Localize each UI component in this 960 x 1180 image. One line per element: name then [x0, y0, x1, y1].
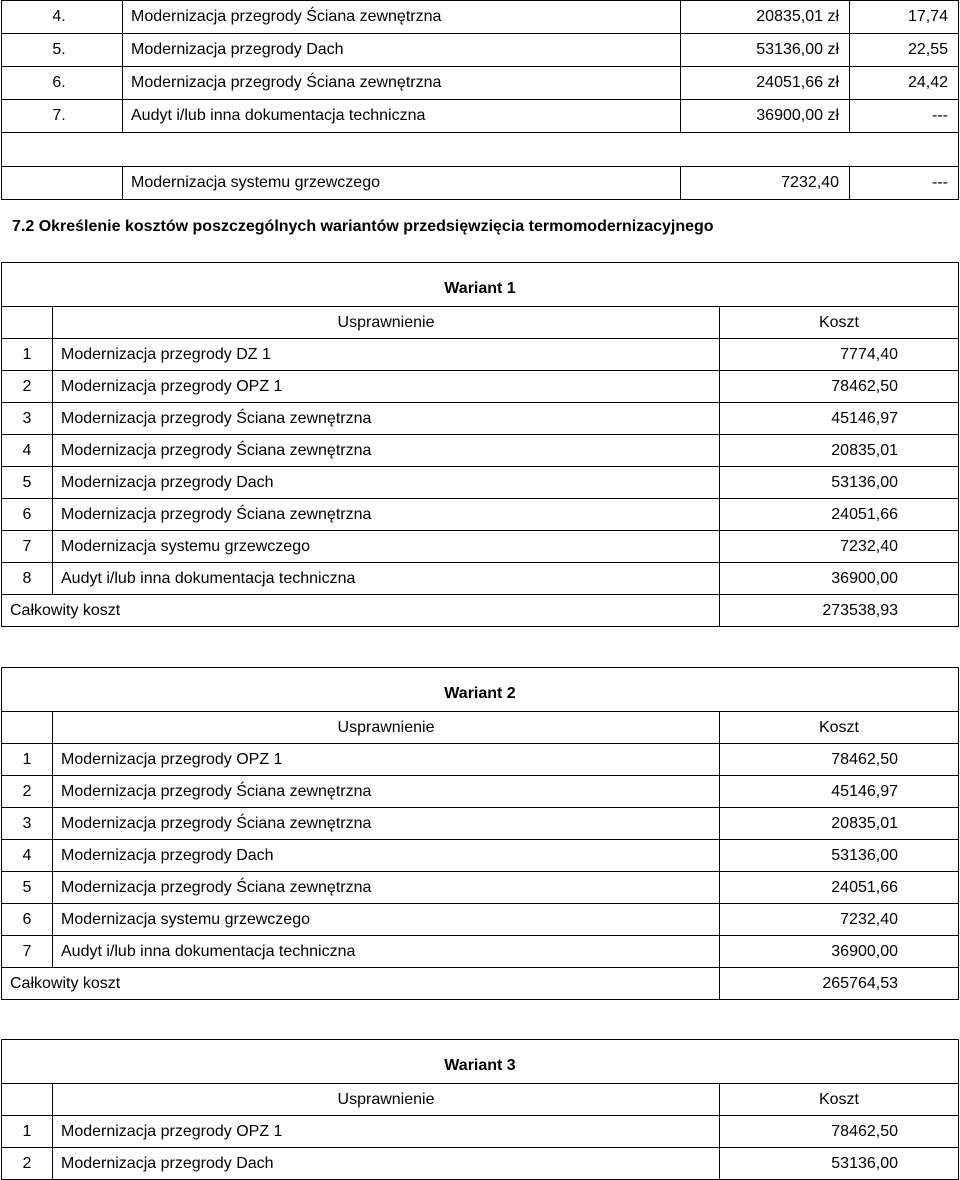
- lp-header: [2, 1084, 53, 1116]
- measure-name: Modernizacja przegrody Ściana zewnętrzna: [123, 1, 681, 34]
- measure-cost: 36900,00: [720, 563, 959, 595]
- variant-title-row: [2, 1040, 959, 1084]
- table-row: [2, 467, 959, 499]
- measure-name: Modernizacja przegrody Ściana zewnętrzna: [53, 435, 720, 467]
- row-number: [2, 167, 123, 200]
- table-row: [2, 167, 959, 200]
- measure-name: Modernizacja przegrody OPZ 1: [53, 744, 720, 776]
- table-row: [2, 936, 959, 968]
- row-number: 5.: [2, 34, 123, 67]
- measure-indicator: ---: [850, 100, 959, 133]
- measure-name: Modernizacja przegrody Ściana zewnętrzna: [53, 499, 720, 531]
- header-row: [2, 712, 959, 744]
- measure-cost: 24051,66: [720, 872, 959, 904]
- table-row: [2, 1148, 959, 1180]
- measure-amount: 20835,01 zł: [681, 1, 850, 34]
- cost-column-header: Koszt: [720, 307, 959, 339]
- row-number: 3: [2, 403, 53, 435]
- measure-name: Audyt i/lub inna dokumentacja techniczna: [123, 100, 681, 133]
- table-row: [2, 435, 959, 467]
- row-number: 2: [2, 776, 53, 808]
- variant-2-table: [1, 667, 959, 1000]
- measure-indicator: 22,55: [850, 34, 959, 67]
- measure-indicator: 24,42: [850, 67, 959, 100]
- measure-amount: 53136,00 zł: [681, 34, 850, 67]
- variant-title-row: [2, 263, 959, 307]
- measure-name: Audyt i/lub inna dokumentacja techniczna: [53, 936, 720, 968]
- measure-name: Modernizacja przegrody OPZ 1: [53, 1116, 720, 1148]
- header-row: [2, 1084, 959, 1116]
- measure-amount: 36900,00 zł: [681, 100, 850, 133]
- row-number: 7: [2, 531, 53, 563]
- table-row: [2, 904, 959, 936]
- table-row: [2, 840, 959, 872]
- measure-column-header: Usprawnienie: [53, 307, 720, 339]
- table-row: [2, 531, 959, 563]
- lp-header: [2, 712, 53, 744]
- total-row: [2, 968, 959, 1000]
- row-number: 5: [2, 467, 53, 499]
- measure-cost: 20835,01: [720, 808, 959, 840]
- cost-column-header: Koszt: [720, 1084, 959, 1116]
- measure-cost: 45146,97: [720, 776, 959, 808]
- measure-name: Modernizacja systemu grzewczego: [123, 167, 681, 200]
- table-row: [2, 371, 959, 403]
- variant-title: Wariant 2: [2, 668, 959, 712]
- measure-cost: 53136,00: [720, 467, 959, 499]
- variant-1-table: [1, 262, 959, 627]
- measure-name: Modernizacja przegrody Ściana zewnętrzna: [123, 67, 681, 100]
- row-number: 1: [2, 1116, 53, 1148]
- measure-name: Modernizacja przegrody Dach: [53, 1148, 720, 1180]
- table-row: [2, 1116, 959, 1148]
- total-label: Całkowity koszt: [2, 968, 720, 1000]
- measure-cost: 20835,01: [720, 435, 959, 467]
- row-number: 2: [2, 371, 53, 403]
- variant-title-row: [2, 668, 959, 712]
- measure-name: Modernizacja przegrody Dach: [53, 840, 720, 872]
- total-row: [2, 595, 959, 627]
- cost-column-header: Koszt: [720, 712, 959, 744]
- section-heading: 7.2 Określenie kosztów poszczególnych wariantów przedsięwzięcia termomodernizacyjnego: [12, 218, 714, 235]
- measure-name: Modernizacja przegrody DZ 1: [53, 339, 720, 371]
- measure-name: Modernizacja przegrody Ściana zewnętrzna: [53, 808, 720, 840]
- row-number: 7: [2, 936, 53, 968]
- row-number: 6: [2, 904, 53, 936]
- measure-name: Modernizacja przegrody Ściana zewnętrzna: [53, 776, 720, 808]
- row-number: 1: [2, 744, 53, 776]
- measure-column-header: Usprawnienie: [53, 712, 720, 744]
- variant-title: Wariant 3: [2, 1040, 959, 1084]
- measure-cost: 7232,40: [720, 904, 959, 936]
- measure-amount: 24051,66 zł: [681, 67, 850, 100]
- variant-3-table: [1, 1039, 959, 1180]
- table-row: [2, 563, 959, 595]
- header-row: [2, 307, 959, 339]
- row-number: 1: [2, 339, 53, 371]
- measure-cost: 45146,97: [720, 403, 959, 435]
- measure-cost: 7774,40: [720, 339, 959, 371]
- table-row: [2, 872, 959, 904]
- row-number: 5: [2, 872, 53, 904]
- row-number: 4.: [2, 1, 123, 34]
- lp-header: [2, 307, 53, 339]
- row-number: 4: [2, 435, 53, 467]
- table-row: [2, 1, 959, 34]
- table-row: [2, 67, 959, 100]
- row-number: 2: [2, 1148, 53, 1180]
- measure-name: Modernizacja przegrody Dach: [123, 34, 681, 67]
- measure-cost: 53136,00: [720, 840, 959, 872]
- row-number: 6.: [2, 67, 123, 100]
- measures-table-continuation: [1, 0, 959, 200]
- table-row: [2, 34, 959, 67]
- total-value: 265764,53: [720, 968, 959, 1000]
- measure-cost: 24051,66: [720, 499, 959, 531]
- measure-cost: 78462,50: [720, 744, 959, 776]
- total-label: Całkowity koszt: [2, 595, 720, 627]
- measure-cost: 78462,50: [720, 1116, 959, 1148]
- measure-indicator: ---: [850, 167, 959, 200]
- measure-name: Audyt i/lub inna dokumentacja techniczna: [53, 563, 720, 595]
- row-number: 7.: [2, 100, 123, 133]
- measure-cost: 78462,50: [720, 371, 959, 403]
- measure-amount: 7232,40: [681, 167, 850, 200]
- measure-cost: 53136,00: [720, 1148, 959, 1180]
- measure-name: Modernizacja przegrody Ściana zewnętrzna: [53, 403, 720, 435]
- measure-name: Modernizacja przegrody Ściana zewnętrzna: [53, 872, 720, 904]
- measure-name: Modernizacja przegrody Dach: [53, 467, 720, 499]
- measure-column-header: Usprawnienie: [53, 1084, 720, 1116]
- measure-cost: 36900,00: [720, 936, 959, 968]
- measure-name: Modernizacja systemu grzewczego: [53, 904, 720, 936]
- table-row: [2, 339, 959, 371]
- table-row: [2, 403, 959, 435]
- row-number: 6: [2, 499, 53, 531]
- table-row: [2, 744, 959, 776]
- table-row: [2, 808, 959, 840]
- blank-cell: [2, 133, 959, 167]
- table-row: [2, 100, 959, 133]
- row-number: 3: [2, 808, 53, 840]
- measure-name: Modernizacja systemu grzewczego: [53, 531, 720, 563]
- row-number: 8: [2, 563, 53, 595]
- blank-row: [2, 133, 959, 167]
- measure-indicator: 17,74: [850, 1, 959, 34]
- table-row: [2, 499, 959, 531]
- measure-cost: 7232,40: [720, 531, 959, 563]
- table-row: [2, 776, 959, 808]
- total-value: 273538,93: [720, 595, 959, 627]
- variant-title: Wariant 1: [2, 263, 959, 307]
- measure-name: Modernizacja przegrody OPZ 1: [53, 371, 720, 403]
- row-number: 4: [2, 840, 53, 872]
